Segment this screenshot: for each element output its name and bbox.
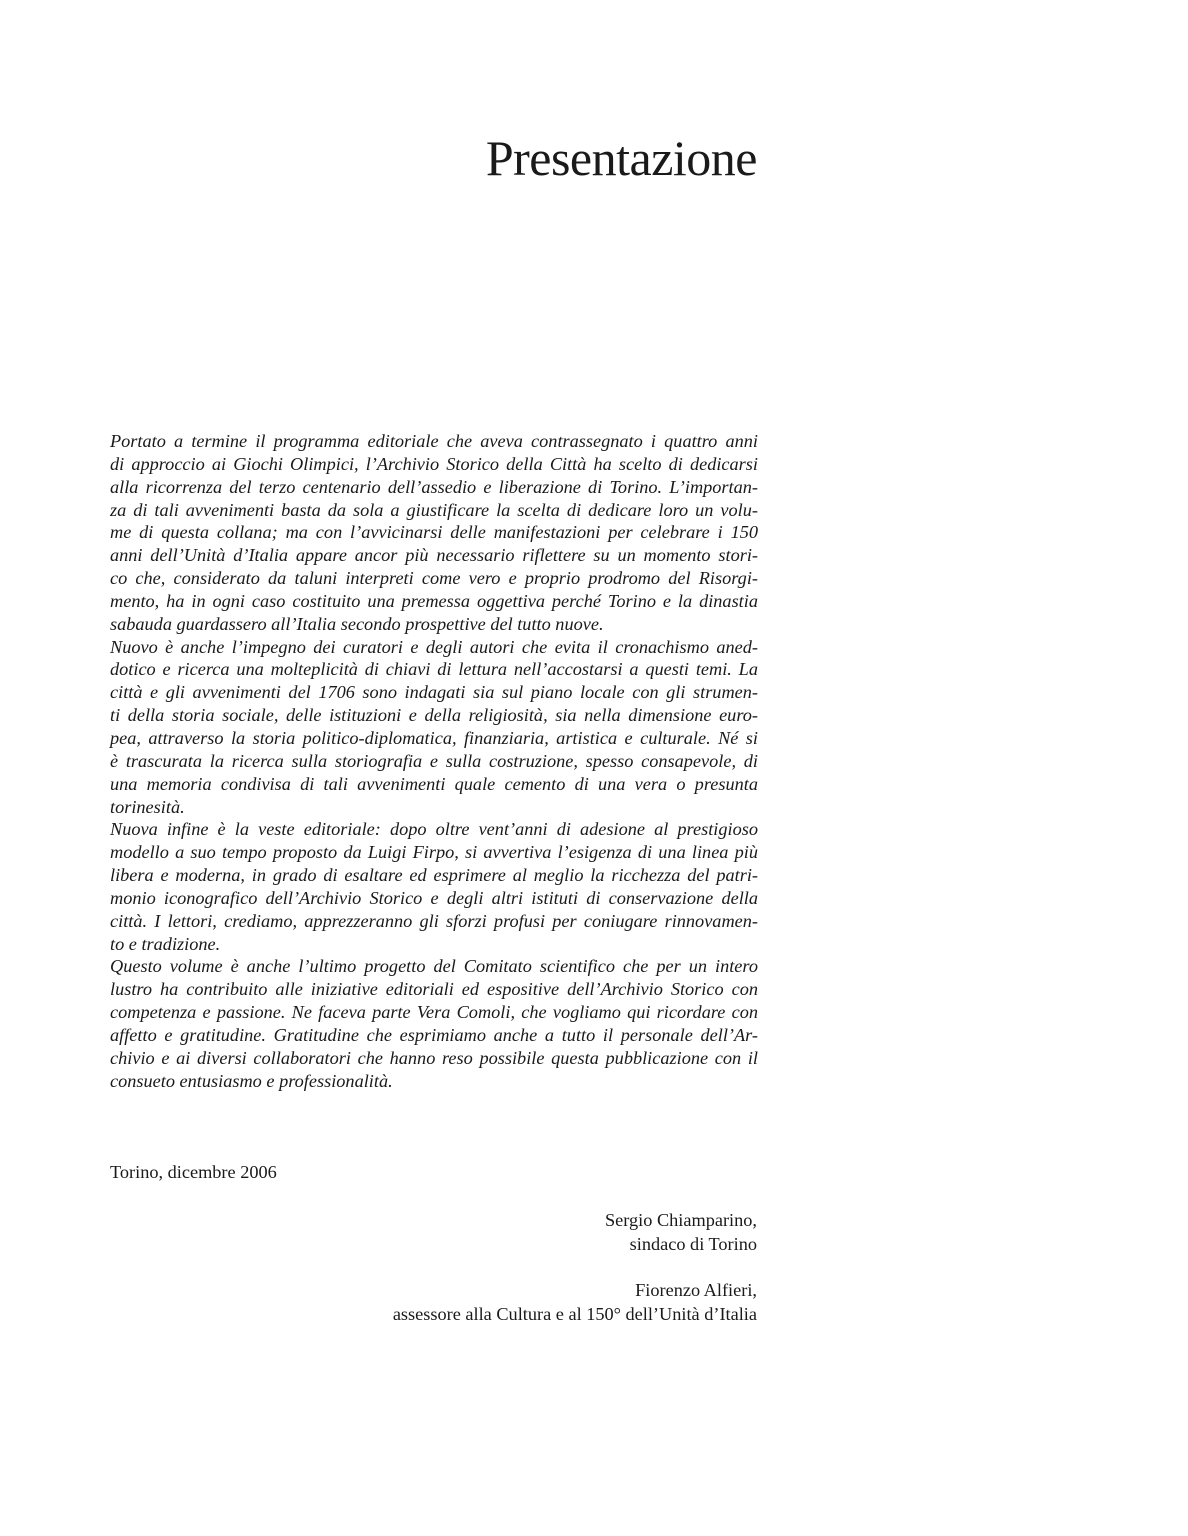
body-line: una memoria condivisa di tali avvenimenti quale cemento di una vera o presunta [110,773,758,794]
body-line: pea, attraverso la storia politico-diplomatica, finanziaria, artistica e culturale. Né si [110,727,758,748]
body-line: modello a suo tempo proposto da Luigi Firpo, si avvertiva l’esigenza di una linea più [110,842,758,863]
body-line: torinesità. [110,796,185,817]
body-line: lustro ha contribuito alle iniziative editoriali ed espositive dell’Archivio Storico con [110,979,758,1000]
body-line: dotico e ricerca una molteplicità di chiavi di lettura nell’accostarsi a questi temi. La [110,659,758,680]
body-line: consueto entusiasmo e professionalità. [110,1070,393,1091]
body-line: monio iconografico dell’Archivio Storico e degli altri istituti di conservazione della [110,887,758,908]
place-date: Torino, dicembre 2006 [110,1162,277,1182]
body-line: Questo volume è anche l’ultimo progetto del Comitato scientifico che per un intero [110,956,758,977]
body-line: to e tradizione. [110,933,221,954]
body-line: città. I lettori, crediamo, apprezzeranno gli sforzi profusi per coniugare rinnovamen- [110,910,758,931]
signature-mayor [605,1208,757,1256]
body-line: è trascurata la ricerca sulla storiografia e sulla costruzione, spesso consapevole, di [110,750,758,771]
signature-name: Sergio Chiamparino, [605,1210,757,1230]
body-line: città e gli avvenimenti del 1706 sono indagati sia sul piano locale con gli strumen- [110,682,758,703]
body-line: anni dell’Unità d’Italia appare ancor più necessario riflettere su un momento stori- [110,545,758,566]
signature-role: sindaco di Torino [629,1234,757,1254]
body-line: ti della storia sociale, delle istituzioni e della religiosità, sia nella dimensione euro- [110,705,758,726]
body-line: affetto e gratitudine. Gratitudine che esprimiamo anche a tutto il personale dell’Ar- [110,1024,758,1045]
signature-councillor [393,1278,757,1326]
body-line: mento, ha in ogni caso costituito una premessa oggettiva perché Torino e la dinastia [110,590,758,611]
body-line: me di questa collana; ma con l’avvicinarsi delle manifestazioni per celebrare i 150 [110,522,758,543]
body-line: za di tali avvenimenti basta da sola a giustificare la scelta di dedicare loro un volu- [110,499,758,520]
page-title: Presentazione [485,130,757,186]
presentation-body [110,430,758,1092]
body-line: Nuova infine è la veste editoriale: dopo oltre vent’anni di adesione al prestigioso [110,819,758,840]
body-line: alla ricorrenza del terzo centenario dell’assedio e liberazione di Torino. L’importan- [110,476,758,497]
body-line: libera e moderna, in grado di esaltare ed esprimere al meglio la ricchezza del patri- [110,865,758,886]
body-line: chivio e ai diversi collaboratori che hanno reso possibile questa pubblicazione con il [110,1047,758,1068]
body-line: Portato a termine il programma editoriale che aveva contrassegnato i quattro anni [110,431,758,451]
signature-name: Fiorenzo Alfieri, [635,1280,757,1300]
body-line: di approccio ai Giochi Olimpici, l’Archivio Storico della Città ha scelto di dedicarsi [110,453,758,474]
body-line: Nuovo è anche l’impegno dei curatori e degli autori che evita il cronachismo aned- [110,636,758,657]
body-line: competenza e passione. Ne faceva parte Vera Comoli, che vogliamo qui ricordare con [110,1002,758,1023]
body-line: co che, considerato da taluni interpreti come vero e proprio prodromo del Risorgi- [110,568,758,589]
signature-role: assessore alla Cultura e al 150° dell’Unità d’Italia [392,1304,757,1324]
body-line: sabauda guardassero all’Italia secondo prospettive del tutto nuove. [110,613,604,634]
